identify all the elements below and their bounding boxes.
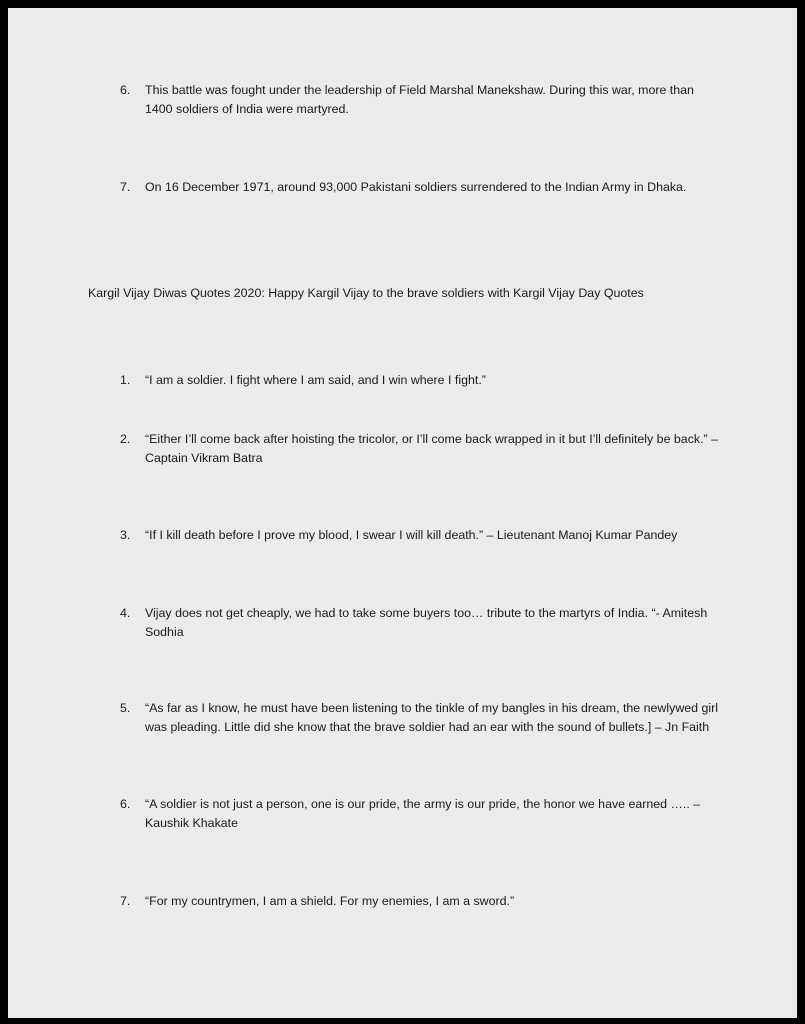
quote-item: [120, 699, 720, 737]
quote-number: 1.: [120, 373, 131, 387]
quote-text: “Either I’ll come back after hoisting the tricolor, or I’ll come back wrapped in it but I’ll definitely be back.” – Captain Vikram Batra: [145, 432, 718, 465]
quote-item: [120, 795, 720, 833]
quote-number: 3.: [120, 528, 131, 542]
quote-number: 4.: [120, 606, 131, 620]
quote-number: 5.: [120, 701, 131, 715]
section-heading: Kargil Vijay Diwas Quotes 2020: Happy Kargil Vijay to the brave soldiers with Kargil Vijay Day Quotes: [88, 286, 644, 300]
document-page: [8, 8, 797, 1018]
quote-item: [120, 526, 720, 545]
quote-text: “I am a soldier. I fight where I am said, and I win where I fight.”: [145, 373, 486, 387]
list-text: On 16 December 1971, around 93,000 Pakistani soldiers surrendered to the Indian Army in Dhaka.: [145, 180, 687, 194]
list-item: [120, 178, 720, 197]
quote-text: “If I kill death before I prove my blood, I swear I will kill death.” – Lieutenant Manoj Kumar Pandey: [145, 528, 678, 542]
quote-text: “As far as I know, he must have been listening to the tinkle of my bangles in his dream, the newlywed girl was pleading. Little did she know that the brave soldier had an ear with the sound of bullets.] – Jn Faith: [145, 701, 719, 734]
list-number: 6.: [120, 83, 131, 97]
quote-item: [120, 371, 720, 390]
quote-text: Vijay does not get cheaply, we had to take some buyers too… tribute to the martyrs of India. “- Amitesh Sodhia: [145, 606, 708, 639]
list-number: 7.: [120, 180, 131, 194]
quote-item: [120, 430, 720, 468]
quote-item: [120, 604, 720, 642]
quote-number: 6.: [120, 797, 131, 811]
quote-number: 7.: [120, 894, 131, 908]
quote-item: [120, 892, 720, 911]
list-text: This battle was fought under the leadership of Field Marshal Manekshaw. During this war, more than 1400 soldiers of India were martyred.: [145, 83, 694, 116]
quote-number: 2.: [120, 432, 131, 446]
quote-text: “For my countrymen, I am a shield. For my enemies, I am a sword.”: [145, 894, 515, 908]
quote-text: “A soldier is not just a person, one is our pride, the army is our pride, the honor we have earned ….. – Kaushik Khakate: [145, 797, 701, 830]
list-item: [120, 81, 720, 119]
